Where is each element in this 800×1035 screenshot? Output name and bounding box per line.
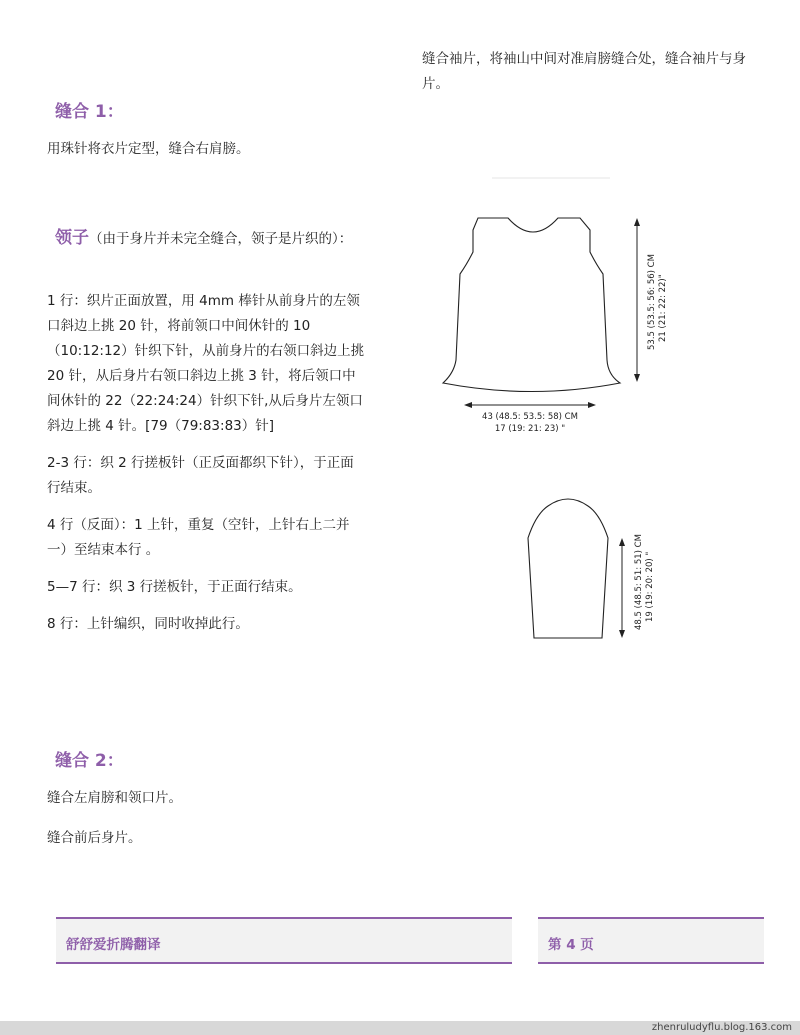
collar-note: （由于身片并未完全缝合，领子是片织的）： <box>89 231 353 247</box>
body-outline <box>443 218 620 392</box>
seam1-heading: 缝合 1： <box>55 102 124 122</box>
collar-row-3: 4 行（反面）：1 上针，重复（空针，上针右上二并一）至结束本行 。 <box>47 517 350 558</box>
footer-translator: 舒舒爱折腾翻译 <box>66 937 161 953</box>
page-number: 第 4 页 <box>548 937 594 953</box>
collar-row-1: 1 行：织片正面放置，用 4mm 棒针从前身片的左领口斜边上挑 20 针，将前领口中间休针的 10（10:12:12）针织下针，从前身片的右领口斜边上挑 20 针，从后身片右领口斜边上挑 3 针，将后领口中间休针的 22（22:24:24）针织下针,从后身片左领口斜边上挑 4 针。[79（79:83:83）针] <box>47 293 365 434</box>
sleeve-schematic <box>520 490 670 650</box>
body-height-label-2: 21 (21: 22: 22)" <box>658 274 668 342</box>
collar-heading <box>47 226 377 252</box>
sleeve-seam-instruction: 缝合袖片，将袖山中间对准肩膀缝合处，缝合袖片与身片。 <box>422 51 746 92</box>
seam2-line-2: 缝合前后身片。 <box>47 830 142 846</box>
sleeve-height-label-2: 19 (19: 20: 20) " <box>645 551 655 622</box>
collar-row-4: 5—7 行：织 3 行搓板针，于正面行结束。 <box>47 579 302 595</box>
body-schematic <box>430 170 680 450</box>
collar-row-5: 8 行：上针编织，同时收掉此行。 <box>47 616 249 632</box>
footer-left-box <box>56 917 512 964</box>
seam2-line-1: 缝合左肩膀和领口片。 <box>47 790 182 806</box>
seam2-heading: 缝合 2： <box>55 751 124 771</box>
watermark-bar <box>0 1021 800 1035</box>
footer-right-box <box>538 917 764 964</box>
sleeve-height-label-1: 48.5 (48.5: 51: 51) CM <box>634 534 644 630</box>
body-height-label-1: 53.5 (53.5: 56: 56) CM <box>647 254 657 350</box>
collar-rows <box>47 289 367 637</box>
collar-row-2: 2-3 行：织 2 行搓板针（正反面都织下针），于正面行结束。 <box>47 455 354 496</box>
body-width-label-2: 17 (19: 21: 23) " <box>494 424 566 434</box>
body-width-label-1: 43 (48.5: 53.5: 58) CM <box>482 412 578 422</box>
seam1-text: 用珠针将衣片定型，缝合右肩膀。 <box>47 141 250 157</box>
watermark-text: zhenruludyflu.blog.163.com <box>651 1022 792 1033</box>
collar-title: 领子 <box>55 228 89 248</box>
sleeve-outline <box>528 499 608 638</box>
